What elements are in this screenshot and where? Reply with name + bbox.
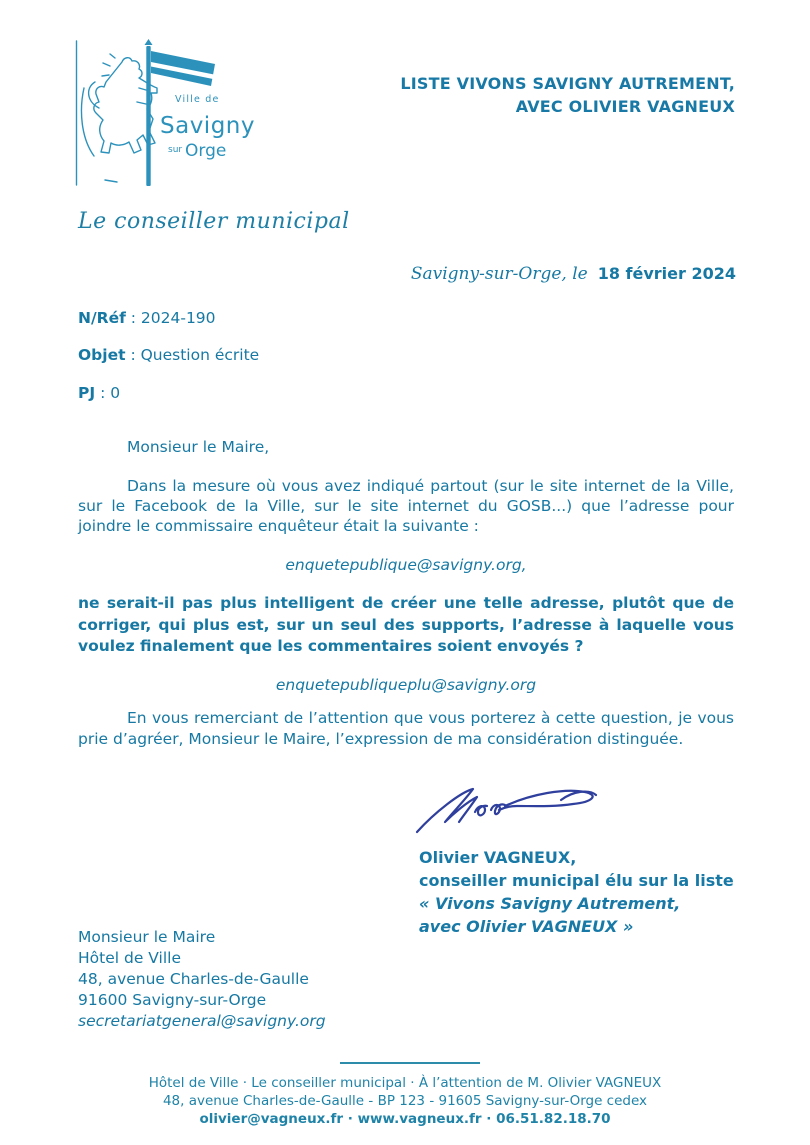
ref-row-objet: [78, 346, 259, 364]
logo-text-ville-de: Ville de: [175, 94, 220, 105]
salutation: Monsieur le Maire,: [127, 438, 270, 456]
recipient-line: Monsieur le Maire: [78, 928, 216, 946]
ref-value: 2024-190: [140, 309, 216, 327]
email-enquetepubliqueplu: enquetepubliqueplu@savigny.org: [275, 676, 537, 694]
logo-text-savigny: Savigny: [160, 113, 255, 139]
footer-line1: Hôtel de Ville · Le conseiller municipal · À l’attention de M. Olivier VAGNEUX: [148, 1075, 662, 1091]
recipient-address: [78, 927, 326, 1032]
ref-label: PJ: [78, 384, 96, 402]
ref-separator: :: [125, 346, 141, 364]
letterhead-line1: LISTE VIVONS SAVIGNY AUTREMENT,: [400, 74, 735, 93]
recipient-email: secretariatgeneral@savigny.org: [78, 1012, 326, 1030]
signature-block: [419, 846, 734, 938]
footer-line2: 48, avenue Charles-de-Gaulle - BP 123 - 91605 Savigny-sur-Orge cedex: [162, 1093, 648, 1109]
ref-value: 0: [110, 384, 121, 402]
footer-contact-line: olivier@vagneux.fr · www.vagneux.fr · 06.51.82.18.70: [199, 1111, 611, 1127]
savigny-sur-orge-logo: [75, 38, 255, 188]
paragraph-intro: Dans la mesure où vous avez indiqué partout (sur le site internet de la Ville, sur le Facebook de la Ville, sur le site internet du GOSB...) que l’adresse pour joindre le commissaire enquêteur était la suivante :: [78, 477, 734, 535]
signer-name: Olivier VAGNEUX,: [419, 848, 577, 867]
footer: [0, 1074, 810, 1128]
dateline-date: 18 février 2024: [597, 264, 736, 283]
email-enquetepublique: enquetepublique@savigny.org,: [285, 556, 527, 574]
letterhead-list-title: [400, 72, 735, 118]
letterhead-line2: AVEC OLIVIER VAGNEUX: [515, 97, 735, 116]
paragraph-closing: En vous remerciant de l’attention que vous porterez à cette question, je vous prie d’agréer, Monsieur le Maire, l’expression de ma considération distinguée.: [78, 709, 734, 748]
logo-text-orge: Orge: [185, 141, 227, 161]
dateline-place: Savigny-sur-Orge, le: [410, 264, 588, 284]
paragraph-question-bold: ne serait-il pas plus intelligent de créer une telle adresse, plutôt que de corriger, qui plus est, sur un seul des supports, l’adresse à laquelle vous voulez finalement que les commentaires soient envoyés ?: [78, 594, 734, 655]
shield-curve-icon: [81, 88, 94, 156]
footer-divider: [340, 1062, 480, 1064]
ref-row-nref: [78, 309, 216, 327]
handwritten-signature: [413, 776, 608, 840]
ref-row-pj: [78, 384, 120, 402]
ref-separator: :: [125, 309, 141, 327]
logo-text-sur: sur: [168, 145, 183, 155]
flag-icon: [151, 51, 215, 86]
ref-value: Question écrite: [140, 346, 260, 364]
signer-role: conseiller municipal élu sur la liste: [419, 871, 734, 890]
ref-label: N/Réf: [78, 309, 126, 327]
recipient-line: 48, avenue Charles-de-Gaulle: [78, 970, 309, 988]
recipient-line: Hôtel de Ville: [78, 949, 182, 967]
signer-list-line1: « Vivons Savigny Autrement,: [419, 894, 681, 913]
dateline: [411, 264, 736, 284]
signer-list-line2: avec Olivier VAGNEUX »: [419, 917, 634, 936]
ref-label: Objet: [78, 346, 126, 364]
ref-separator: :: [95, 384, 111, 402]
sender-title: Le conseiller municipal: [78, 209, 350, 234]
recipient-line: 91600 Savigny-sur-Orge: [78, 991, 267, 1009]
